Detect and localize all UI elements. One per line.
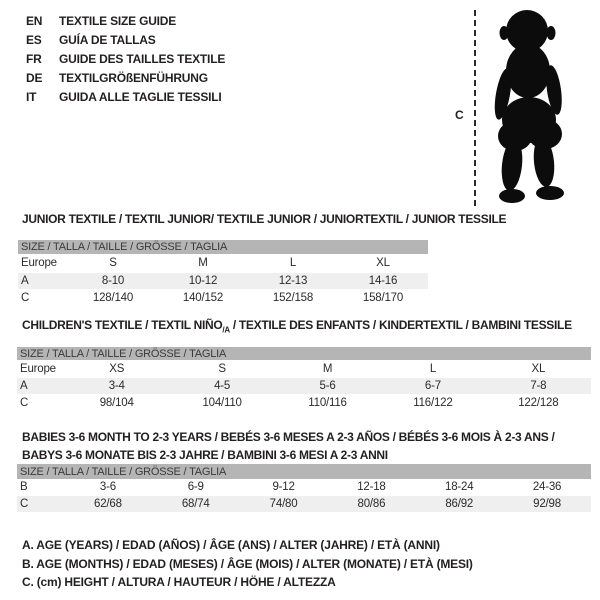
cell: 86/92	[445, 498, 474, 510]
cell: 5-6	[319, 380, 336, 392]
height-measure-label: C	[455, 108, 464, 122]
children-title-post: / TEXTILE DES ENFANTS / KINDERTEXTIL / BAMBINI TESSILE	[229, 318, 572, 332]
language-label: GUIDE DES TAILLES TEXTILE	[59, 52, 226, 66]
cell: XL	[531, 363, 546, 375]
language-label: TEXTILE SIZE GUIDE	[59, 14, 177, 28]
children-title-subscript: /A	[222, 325, 230, 335]
language-row-en	[26, 12, 225, 31]
legend-line-c: C. (cm) HEIGHT / ALTURA / HAUTEUR / HÖHE / ALTEZZA	[22, 575, 336, 589]
junior-size-header-bar: SIZE / TALLA / TAILLE / GRÖSSE / TAGLIA	[18, 240, 428, 254]
cell: 62/68	[94, 498, 122, 510]
cell: 9-12	[272, 481, 295, 493]
legend-line-b: B. AGE (MONTHS) / EDAD (MESES) / ÂGE (MOIS) / ALTER (MONATE) / ETÀ (MESI)	[22, 556, 473, 571]
language-code: ES	[26, 33, 42, 47]
cell: 18-24	[445, 481, 474, 493]
cell: 128/140	[92, 292, 134, 304]
cell: 98/104	[99, 397, 134, 409]
cell: 6-7	[424, 380, 441, 392]
table-row	[18, 254, 428, 273]
language-code: IT	[26, 90, 37, 104]
cell: 12-18	[357, 481, 386, 493]
babies-table-title	[22, 428, 554, 464]
language-row-de	[26, 69, 225, 88]
language-list	[26, 12, 225, 107]
cell: XL	[376, 257, 390, 269]
cell: 122/128	[518, 397, 559, 409]
cell: 6-9	[187, 481, 204, 493]
language-label: GUIDA ALLE TAGLIE TESSILI	[59, 90, 222, 104]
cell: XS	[109, 363, 125, 375]
cell: 4-5	[214, 380, 231, 392]
cell: 8-10	[101, 275, 125, 287]
row-label: Europe	[20, 363, 56, 375]
cell: 3-4	[108, 380, 125, 392]
cell: L	[289, 257, 297, 269]
babies-table	[17, 464, 591, 512]
language-row-it	[26, 88, 225, 107]
babies-title-line2: BABYS 3-6 MONATE BIS 2-3 JAHRE / BAMBINI 3-6 MESI A 2-3 ANNI	[22, 448, 388, 462]
cell: 74/80	[269, 498, 298, 510]
children-table	[17, 347, 591, 412]
table-row	[18, 289, 428, 307]
height-measure-dashed-line	[474, 10, 476, 206]
language-code: DE	[26, 71, 43, 85]
table-row	[17, 360, 591, 378]
cell: M	[198, 257, 208, 269]
row-label: Europe	[21, 257, 57, 269]
cell: 140/152	[182, 292, 224, 304]
junior-table	[18, 240, 428, 307]
babies-size-header-bar: SIZE / TALLA / TAILLE / GRÖSSE / TAGLIA	[17, 464, 591, 479]
babies-title-line1: BABIES 3-6 MONTH TO 2-3 YEARS / BEBÉS 3-6 MESES A 2-3 AÑOS / BÉBÉS 3-6 MOIS À 2-3 ANS /	[22, 430, 555, 444]
children-title-pre: CHILDREN'S TEXTILE / TEXTIL NIÑO	[22, 318, 223, 332]
cell: 158/170	[362, 292, 404, 304]
row-label: C	[20, 397, 29, 409]
language-label: GUÍA DE TALLAS	[59, 33, 156, 47]
table-row	[17, 496, 591, 512]
cell: 10-12	[188, 275, 218, 287]
language-row-fr	[26, 50, 225, 69]
cell: L	[429, 363, 437, 375]
row-label: B	[20, 481, 28, 493]
legend-line-a: A. AGE (YEARS) / EDAD (AÑOS) / ÂGE (ANS) / ALTER (JAHRE) / ETÀ (ANNI)	[22, 538, 440, 552]
cell: 3-6	[99, 481, 116, 493]
cell: M	[322, 363, 333, 375]
language-label: TEXTILGRÖßENFÜHRUNG	[59, 71, 208, 85]
row-label: A	[20, 380, 28, 392]
row-label: A	[21, 275, 29, 287]
row-label: C	[20, 498, 29, 510]
cell: 92/98	[533, 498, 561, 510]
cell: 104/110	[202, 397, 242, 409]
language-row-es	[26, 31, 225, 50]
table-row	[17, 479, 591, 496]
toddler-silhouette-image	[487, 8, 587, 208]
table-row	[17, 378, 591, 394]
language-code: FR	[26, 52, 42, 66]
cell: S	[218, 363, 226, 375]
cell: 7-8	[530, 380, 547, 392]
row-label: C	[21, 292, 30, 304]
cell: 152/158	[272, 292, 314, 304]
cell: 116/122	[413, 397, 453, 409]
table-row	[18, 273, 428, 289]
cell: 80/86	[357, 498, 386, 510]
measurement-legend	[22, 536, 473, 592]
language-code: EN	[26, 14, 43, 28]
cell: 14-16	[368, 275, 398, 287]
cell: 12-13	[278, 275, 308, 287]
cell: S	[109, 257, 117, 269]
table-row	[17, 394, 591, 412]
cell: 110/116	[308, 397, 347, 409]
junior-table-title: JUNIOR TEXTILE / TEXTIL JUNIOR/ TEXTILE JUNIOR / JUNIORTEXTIL / JUNIOR TESSILE	[22, 212, 507, 226]
children-table-title	[22, 318, 572, 334]
cell: 68/74	[181, 498, 210, 510]
children-size-header-bar: SIZE / TALLA / TAILLE / GRÖSSE / TAGLIA	[17, 347, 591, 360]
cell: 24-36	[532, 481, 562, 493]
